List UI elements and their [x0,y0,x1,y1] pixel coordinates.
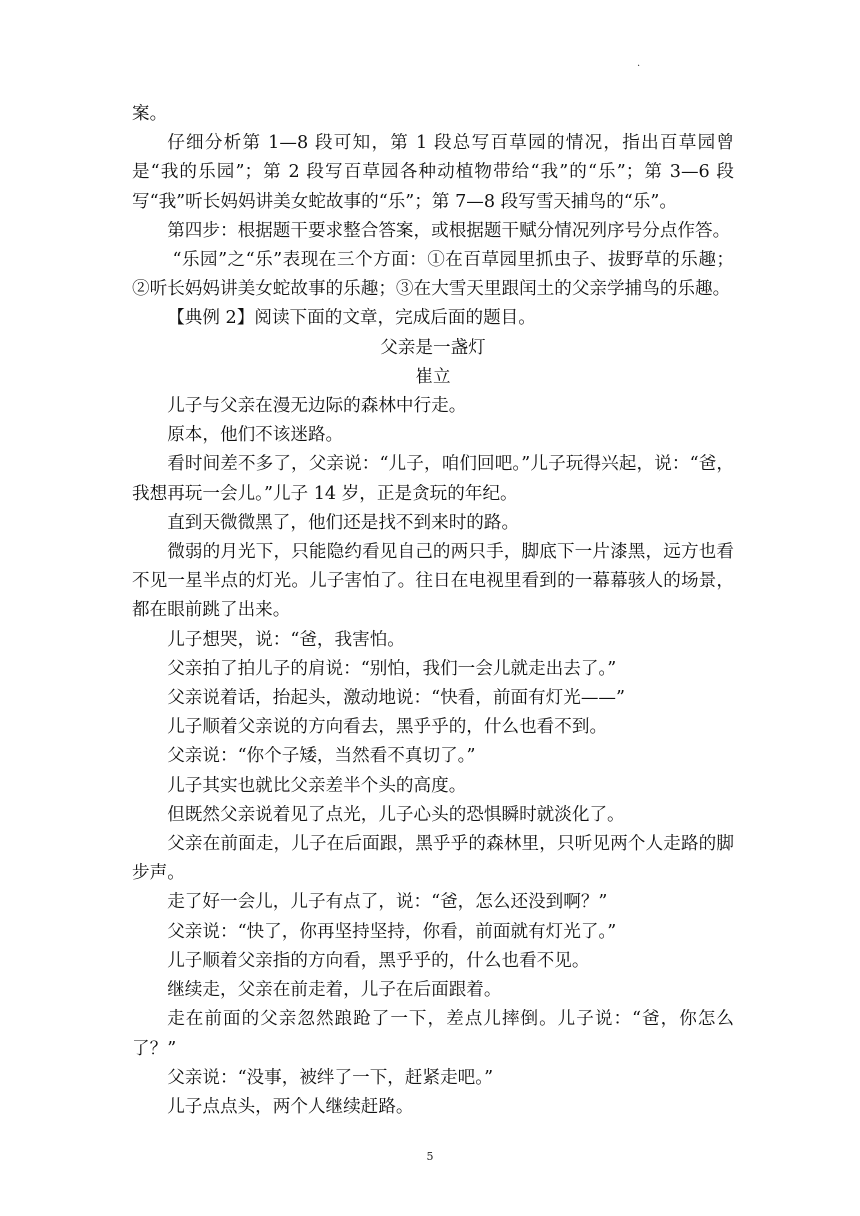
article-line: 原本，他们不该迷路。 [167,425,344,446]
paragraph-step-four: 第四步：根据题干要求整合答案，或根据题干赋分情况列序号分点作答。 [167,220,731,241]
article-line: 走在前面的父亲忽然踉跄了一下，差点儿摔倒。儿子说：“爸，你怎么了？” [132,1009,734,1059]
article-line: 微弱的月光下，只能隐约看见自己的两只手，脚底下一片漆黑，远方也看不见一星半点的灯光。儿子害怕了。往日在电视里看到的一幕幕骇人的场景，都在眼前跳了出来。 [132,542,734,621]
article-line: 父亲说着话，抬起头，激动地说：“快看，前面有灯光——” [167,688,626,709]
article-author: 崔立 [415,366,451,387]
page-content [132,100,734,1122]
article-line: 父亲说：“没事，被绊了一下，赶紧走吧。” [167,1067,494,1088]
article-title: 父亲是一盏灯 [380,337,486,358]
article-line: 儿子想哭，说：“爸，我害怕。 [167,629,405,650]
article-line: 直到天微微黑了，他们还是找不到来时的路。 [167,512,520,533]
article-line: 父亲在前面走，儿子在后面跟，黑乎乎的森林里，只听见两个人走路的脚步声。 [132,834,734,884]
article-line: 看时间差不多了，父亲说：“儿子，咱们回吧。”儿子玩得兴起，说：“爸，我想再玩一会儿。”儿子 14 岁，正是贪玩的年纪。 [132,454,734,504]
paragraph-continuation: 案。 [132,104,168,124]
article-line: 儿子点点头，两个人继续赶路。 [167,1096,414,1117]
article-line: 儿子顺着父亲说的方向看去，黑乎乎的，什么也看不到。 [167,717,608,738]
page-number: 5 [426,1150,434,1163]
article-line: 父亲说：“快了，你再坚持坚持，你看，前面就有灯光了。” [167,921,617,942]
article-line: 父亲说：“你个子矮，当然看不真切了。” [167,746,476,767]
article-line: 继续走，父亲在前走着，儿子在后面跟着。 [167,980,502,1001]
article-line: 走了好一会儿，儿子有点了，说：“爸，怎么还没到啊？” [167,892,608,913]
paragraph-example-heading: 【典例 2】阅读下面的文章，完成后面的题目。 [167,308,536,329]
article-line: 儿子其实也就比父亲差半个头的高度。 [167,775,467,796]
paragraph-analysis: 仔细分析第 1—8 段可知，第 1 段总写百草园的情况，指出百草园曾是“我的乐园”；第 2 段写百草园各种动植物带给“我”的“乐”；第 3—6 段写“我”听长妈妈讲美女蛇故事的“乐”；第 7—8 段写雪天捕鸟的“乐”。 [132,133,734,212]
article-line: 但既然父亲说着见了点光，儿子心头的恐惧瞬时就淡化了。 [167,804,625,825]
article-line: 父亲拍了拍儿子的肩说：“别怕，我们一会儿就走出去了。” [167,658,617,679]
article-line: 儿子顺着父亲指的方向看，黑乎乎的，什么也看不见。 [167,950,590,971]
article-line: 儿子与父亲在漫无边际的森林中行走。 [167,396,467,417]
header-mark: . [637,58,641,69]
paragraph-answer: “乐园”之“乐”表现在三个方面：①在百草园里抓虫子、拔野草的乐趣；②听长妈妈讲美女蛇故事的乐趣；③在大雪天里跟闰土的父亲学捕鸟的乐趣。 [132,250,734,300]
